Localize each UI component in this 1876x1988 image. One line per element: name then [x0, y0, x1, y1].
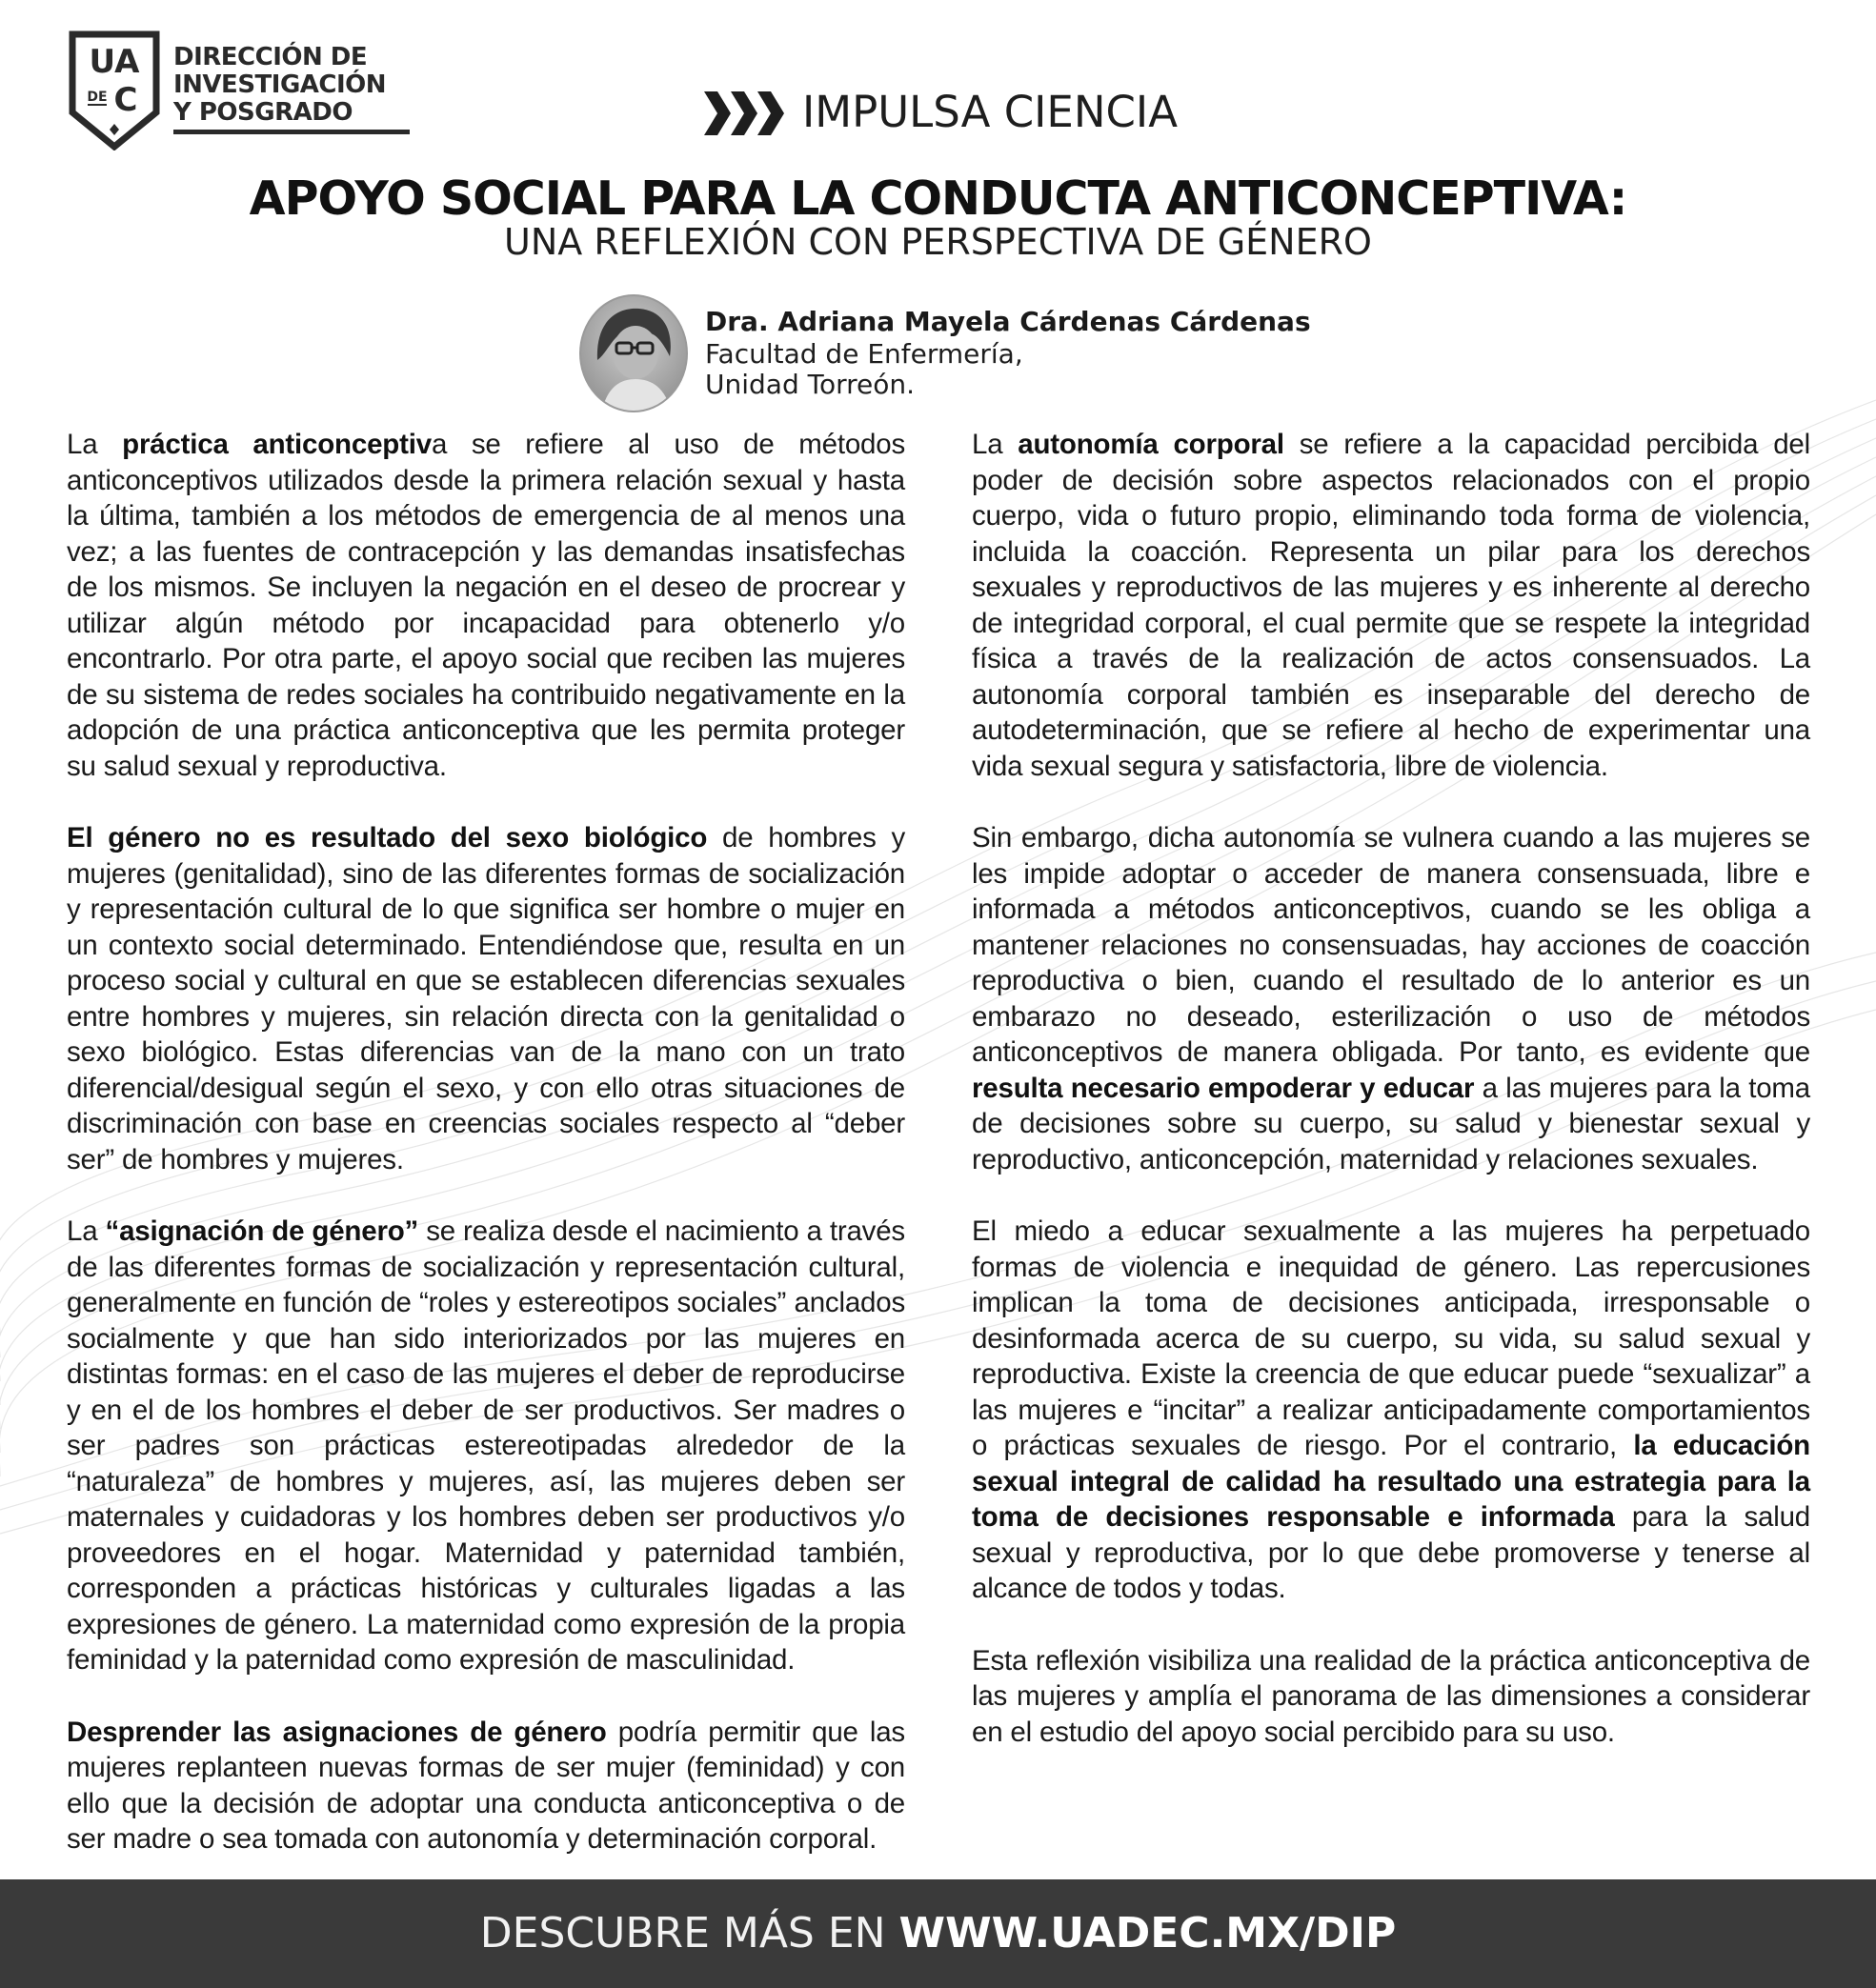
logo-line-2: INVESTIGACIÓN [173, 70, 387, 99]
section-title: IMPULSA CIENCIA [802, 87, 1178, 137]
paragraph-autonomia-corporal: La autonomía corporal se refiere a la capacidad percibida del poder de decisión sobre aspectos relacionados con el propio cuerpo, vida o futuro propio, eliminando toda forma de violencia, incluida la coacción. Representa un pilar para los derechos sexuales y reproductivos de las mujeres y es inherente al derecho de integridad corporal, el cual permite que se respete la integridad física a través de la realización de actos consensuados. La autonomía corporal también es inseparable del derecho de autodeterminación, que se refiere al hecho de experimentar una vida sexual segura y satisfactoria, libre de violencia. [972, 429, 1810, 782]
right-column [972, 427, 1810, 1786]
paragraph-desprender-asignaciones: Desprender las asignaciones de género podría permitir que las mujeres replanteen nuevas formas de ser mujer (feminidad) y con ello que la decisión de adoptar una conducta anticonceptiva o de ser madre o sea tomada con autonomía y determinación corporal. [67, 1716, 905, 1855]
logo-initials-de: DE [87, 90, 108, 105]
footer-banner [0, 1879, 1876, 1988]
triple-chevron-icon [702, 90, 788, 137]
uadec-dip-logo[interactable] [69, 30, 387, 151]
left-column [67, 427, 905, 1894]
logo-initials-c: C [113, 81, 138, 119]
logo-wordmark [173, 44, 386, 127]
footer-text [0, 1906, 1876, 1961]
footer-lead: DESCUBRE MÁS EN [479, 1909, 899, 1958]
uadec-shield-icon [69, 30, 160, 151]
author-affiliation-2: Unidad Torreón. [705, 369, 916, 400]
logo-line-3: Y POSGRADO [173, 98, 353, 127]
article-title: APOYO SOCIAL PARA LA CONDUCTA ANTICONCEPTIVA: [249, 171, 1627, 226]
author-block [705, 305, 1311, 400]
paragraph-practica-anticonceptiva: La práctica anticonceptiva se refiere al uso de métodos anticonceptivos utilizados desde la primera relación sexual y hasta la última, también a los métodos de emergencia de al menos una vez; a las fuentes de contracepción y las demandas insatisfechas de los mismos. Se incluyen la negación en el deseo de procrear y utilizar algún método por incapacidad para obtenerlo y/o encontrarlo. Por otra parte, el apoyo social que reciben las mujeres de su sistema de redes sociales ha contribuido negativamente en la adopción de una práctica anticonceptiva que les permita proteger su salud sexual y reproductiva. [67, 429, 906, 782]
paragraph-educacion-sexual: El miedo a educar sexualmente a las mujeres ha perpetuado formas de violencia e inequidad de género. Las repercusiones implican la toma de decisiones anticipada, irresponsable o desinformada acerca de su cuerpo, su vida, su salud sexual y reproductiva. Existe la creencia de que educar puede “sexualizar” a las mujeres e “incitar” a realizar anticipadamente comportamientos o prácticas sexuales de riesgo. Por el contrario, la educación sexual integral de calidad ha resultado una estrategia para la toma de decisiones responsable e informada para la salud sexual y reproductiva, por lo que debe promoverse y tenerse al alcance de todos y todas. [972, 1215, 1810, 1604]
footer-url-link[interactable]: WWW.UADEC.MX/DIP [898, 1909, 1397, 1958]
logo-initials-top: UA [89, 43, 140, 81]
article-subtitle: UNA REFLEXIÓN CON PERSPECTIVA DE GÉNERO [504, 221, 1372, 263]
logo-underline [173, 130, 410, 134]
paragraph-asignacion-genero: La “asignación de género” se realiza desde el nacimiento a través de las diferentes formas de socialización y representación cultural, generalmente en función de “roles y estereotipos sociales” anclados socialmente y que han sido interiorizados por las mujeres en distintas formas: en el caso de las mujeres el deber de reproducirse y en el de los hombres el deber de ser productivos. Ser madres o ser padres son prácticas estereotipadas alrededor de la “naturaleza” de hombres y mujeres, así, las mujeres deben ser maternales y cuidadoras y los hombres deben ser productivos y/o proveedores en el hogar. Maternidad y paternidad también, corresponden a prácticas históricas y culturales ligadas a las expresiones de género. La maternidad como expresión de la propia feminidad y la paternidad como expresión de masculinidad. [67, 1215, 905, 1676]
author-name: Dra. Adriana Mayela Cárdenas Cárdenas [705, 306, 1311, 337]
author-photo [578, 293, 689, 413]
paragraph-vulneracion-autonomia: Sin embargo, dicha autonomía se vulnera cuando a las mujeres se les impide adoptar o acceder de manera consensuada, libre e informada a métodos anticonceptivos, cuando se les obliga a mantener relaciones no consensuadas, hay acciones de coacción reproductiva o bien, cuando el resultado de lo anterior es un embarazo no deseado, esterilización o uso de métodos anticonceptivos de manera obligada. Por tanto, es evidente que resulta necesario empoderar y educar a las mujeres para la toma de decisiones sobre su cuerpo, su salud y bienestar sexual y reproductivo, anticoncepción, maternidad y relaciones sexuales. [972, 822, 1810, 1175]
paragraph-genero-sexo: El género no es resultado del sexo biológico de hombres y mujeres (genitalidad), sino de las diferentes formas de socialización y representación cultural de lo que significa ser hombre o mujer en un contexto social determinado. Entendiéndose que, resulta en un proceso social y cultural en que se establecen diferencias sexuales entre hombres y mujeres, sin relación directa con la genitalidad o sexo biológico. Estas diferencias van de la mano con un trato diferencial/desigual según el sexo, y con ello otras situaciones de discriminación con base en creencias sociales respecto al “deber ser” de hombres y mujeres. [67, 822, 905, 1175]
paragraph-reflexion-final: Esta reflexión visibiliza una realidad de la práctica anticonceptiva de las mujeres y amplía el panorama de las dimensiones a considerar en el estudio del apoyo social percibido para su uso. [972, 1644, 1810, 1748]
author-affiliation-1: Facultad de Enfermería, [705, 338, 1023, 370]
logo-line-1: DIRECCIÓN DE [173, 43, 368, 71]
